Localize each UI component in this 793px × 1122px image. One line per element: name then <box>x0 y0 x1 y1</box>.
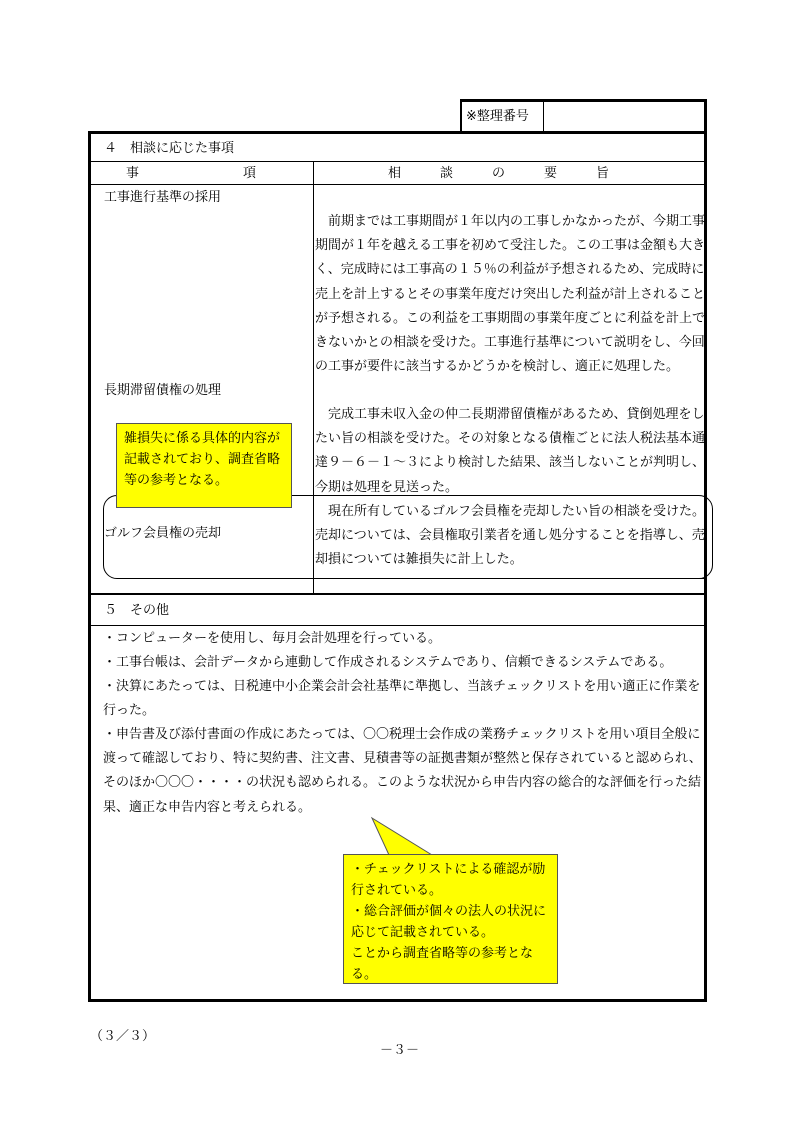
column-header-underline <box>91 184 704 185</box>
item-koji-shinko: 工事進行基準の採用 <box>104 190 222 205</box>
section4-last-row-line <box>313 578 704 579</box>
summary-koji-shinko: 前期までは工事期間が１年以内の工事しかなかったが、今期工事期間が１年を越える工事を初めて受注した。この工事は金額も大きく、完成時には工事高の１５％の利益が予想されるため、完成時に売上を計上するとその事業年度だけ突出した利益が計上されることが予想される。この利益を工事期間の事業年度ごとに利益を計上できないかとの相談を受けた。工事進行基準について説明をし、今回の工事が要件に該当するかどうかを検討し、適正に処理した。 <box>315 214 706 375</box>
section4-title: ４ 相談に応じた事項 <box>104 141 235 156</box>
frame-left <box>88 131 91 1002</box>
column-header-item: 事 項 <box>126 166 257 181</box>
section4-title-underline <box>91 161 704 162</box>
section5-para-koji-daicho: ・工事台帳は、会計データから連動して作成されるシステムであり、信頼できるシステムである。 <box>103 655 673 670</box>
frame-bottom <box>88 999 707 1002</box>
column-header-summary: 相 談 の 要 旨 <box>388 166 610 181</box>
section5-title-underline <box>91 625 704 626</box>
section5-title: ５ その他 <box>104 603 170 618</box>
summary-choki-tairyu: 完成工事未収入金の仲二長期滞留債権があるため、貸倒処理をしたい旨の相談を受けた。その対象となる債権ごとに法人税法基本通達９－６－１～３により検討した結果、該当しないことが判明し、今期は処理を見送った。 <box>315 407 706 495</box>
page-number: －３－ <box>380 1043 420 1058</box>
callout-zasson: 雑損失に係る具体的内容が記載されており、調査省略等の参考となる。 <box>116 423 292 508</box>
header-box-top <box>460 99 707 102</box>
item-choki-tairyu: 長期滞留債権の処理 <box>104 383 222 398</box>
callout-checklist: ・チェックリストによる確認が励行されている。 ・総合評価が個々の法人の状況に応じて記載されている。 ことから調査省略等の参考となる。 <box>343 854 558 984</box>
frame-top <box>88 131 707 134</box>
header-box-divider <box>543 99 544 131</box>
summary-golf-kaiin: 現在所有しているゴルフ会員権を売却したい旨の相談を受けた。売却については、会員権取引業者を通し処分することを指導し、売却損については雑損失に計上した。 <box>315 504 706 568</box>
page-fraction: （３／３） <box>90 1029 156 1044</box>
section5-para-shinkokusho: ・申告書及び添付書面の作成にあたっては、〇〇税理士会作成の業務チェックリストを用い項目全般に渡って確認しており、特に契約書、注文書、見積書等の証拠書類が整然と保存されていると認められ、そのほか〇〇〇・・・・の状況も認められる。このような状況から申告内容の総合的な評価を行った結果、適正な申告内容と考えられる。 <box>103 727 702 815</box>
item-golf-kaiin: ゴルフ会員権の売却 <box>104 526 222 541</box>
seiri-bango-label: ※整理番号 <box>466 109 529 124</box>
header-box-left <box>460 99 462 131</box>
section5-top-line <box>91 593 704 595</box>
section5-para-kessan: ・決算にあたっては、日税連中小企業会計会社基準に準拠し、当該チェックリストを用い適正に作業を行った。 <box>103 679 701 719</box>
section5-para-computer: ・コンピューターを使用し、毎月会計処理を行っている。 <box>103 631 442 646</box>
